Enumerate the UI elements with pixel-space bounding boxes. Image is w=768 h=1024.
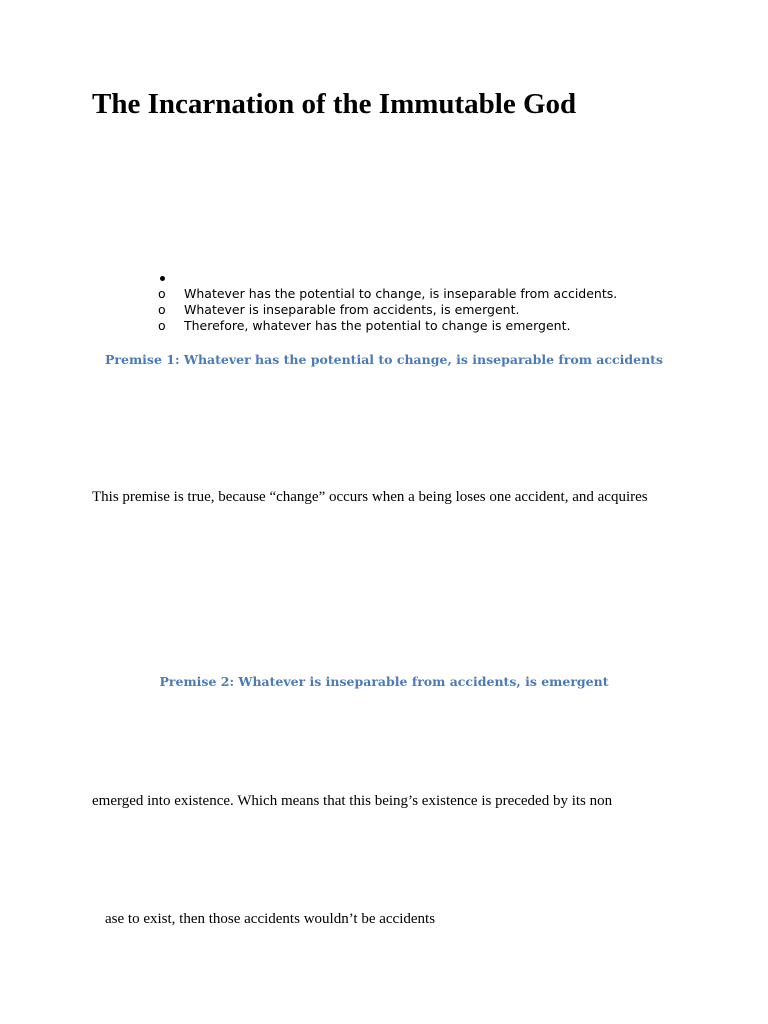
bullet-dot-icon	[160, 276, 165, 281]
sub-bullet-marker: o	[158, 302, 166, 317]
outline-item-text: Therefore, whatever has the potential to change is emergent.	[184, 318, 571, 333]
body-paragraph: This premise is true, because “change” occurs when a being loses one accident, and acquires	[92, 489, 648, 505]
outline-item-text: Whatever is inseparable from accidents, is emergent.	[184, 302, 520, 317]
premise-1-heading: Premise 1: Whatever has the potential to change, is inseparable from accidents	[105, 352, 663, 367]
outline-item-text: Whatever has the potential to change, is inseparable from accidents.	[184, 286, 618, 301]
body-paragraph: ase to exist, then those accidents wouldn’t be accidents	[105, 911, 436, 927]
sub-bullet-marker: o	[158, 286, 166, 301]
page-title: The Incarnation of the Immutable God	[92, 88, 577, 120]
premise-2-heading: Premise 2: Whatever is inseparable from accidents, is emergent	[159, 674, 609, 689]
body-paragraph: emerged into existence. Which means that this being’s existence is preceded by its non	[92, 793, 613, 809]
sub-bullet-marker: o	[158, 318, 166, 333]
